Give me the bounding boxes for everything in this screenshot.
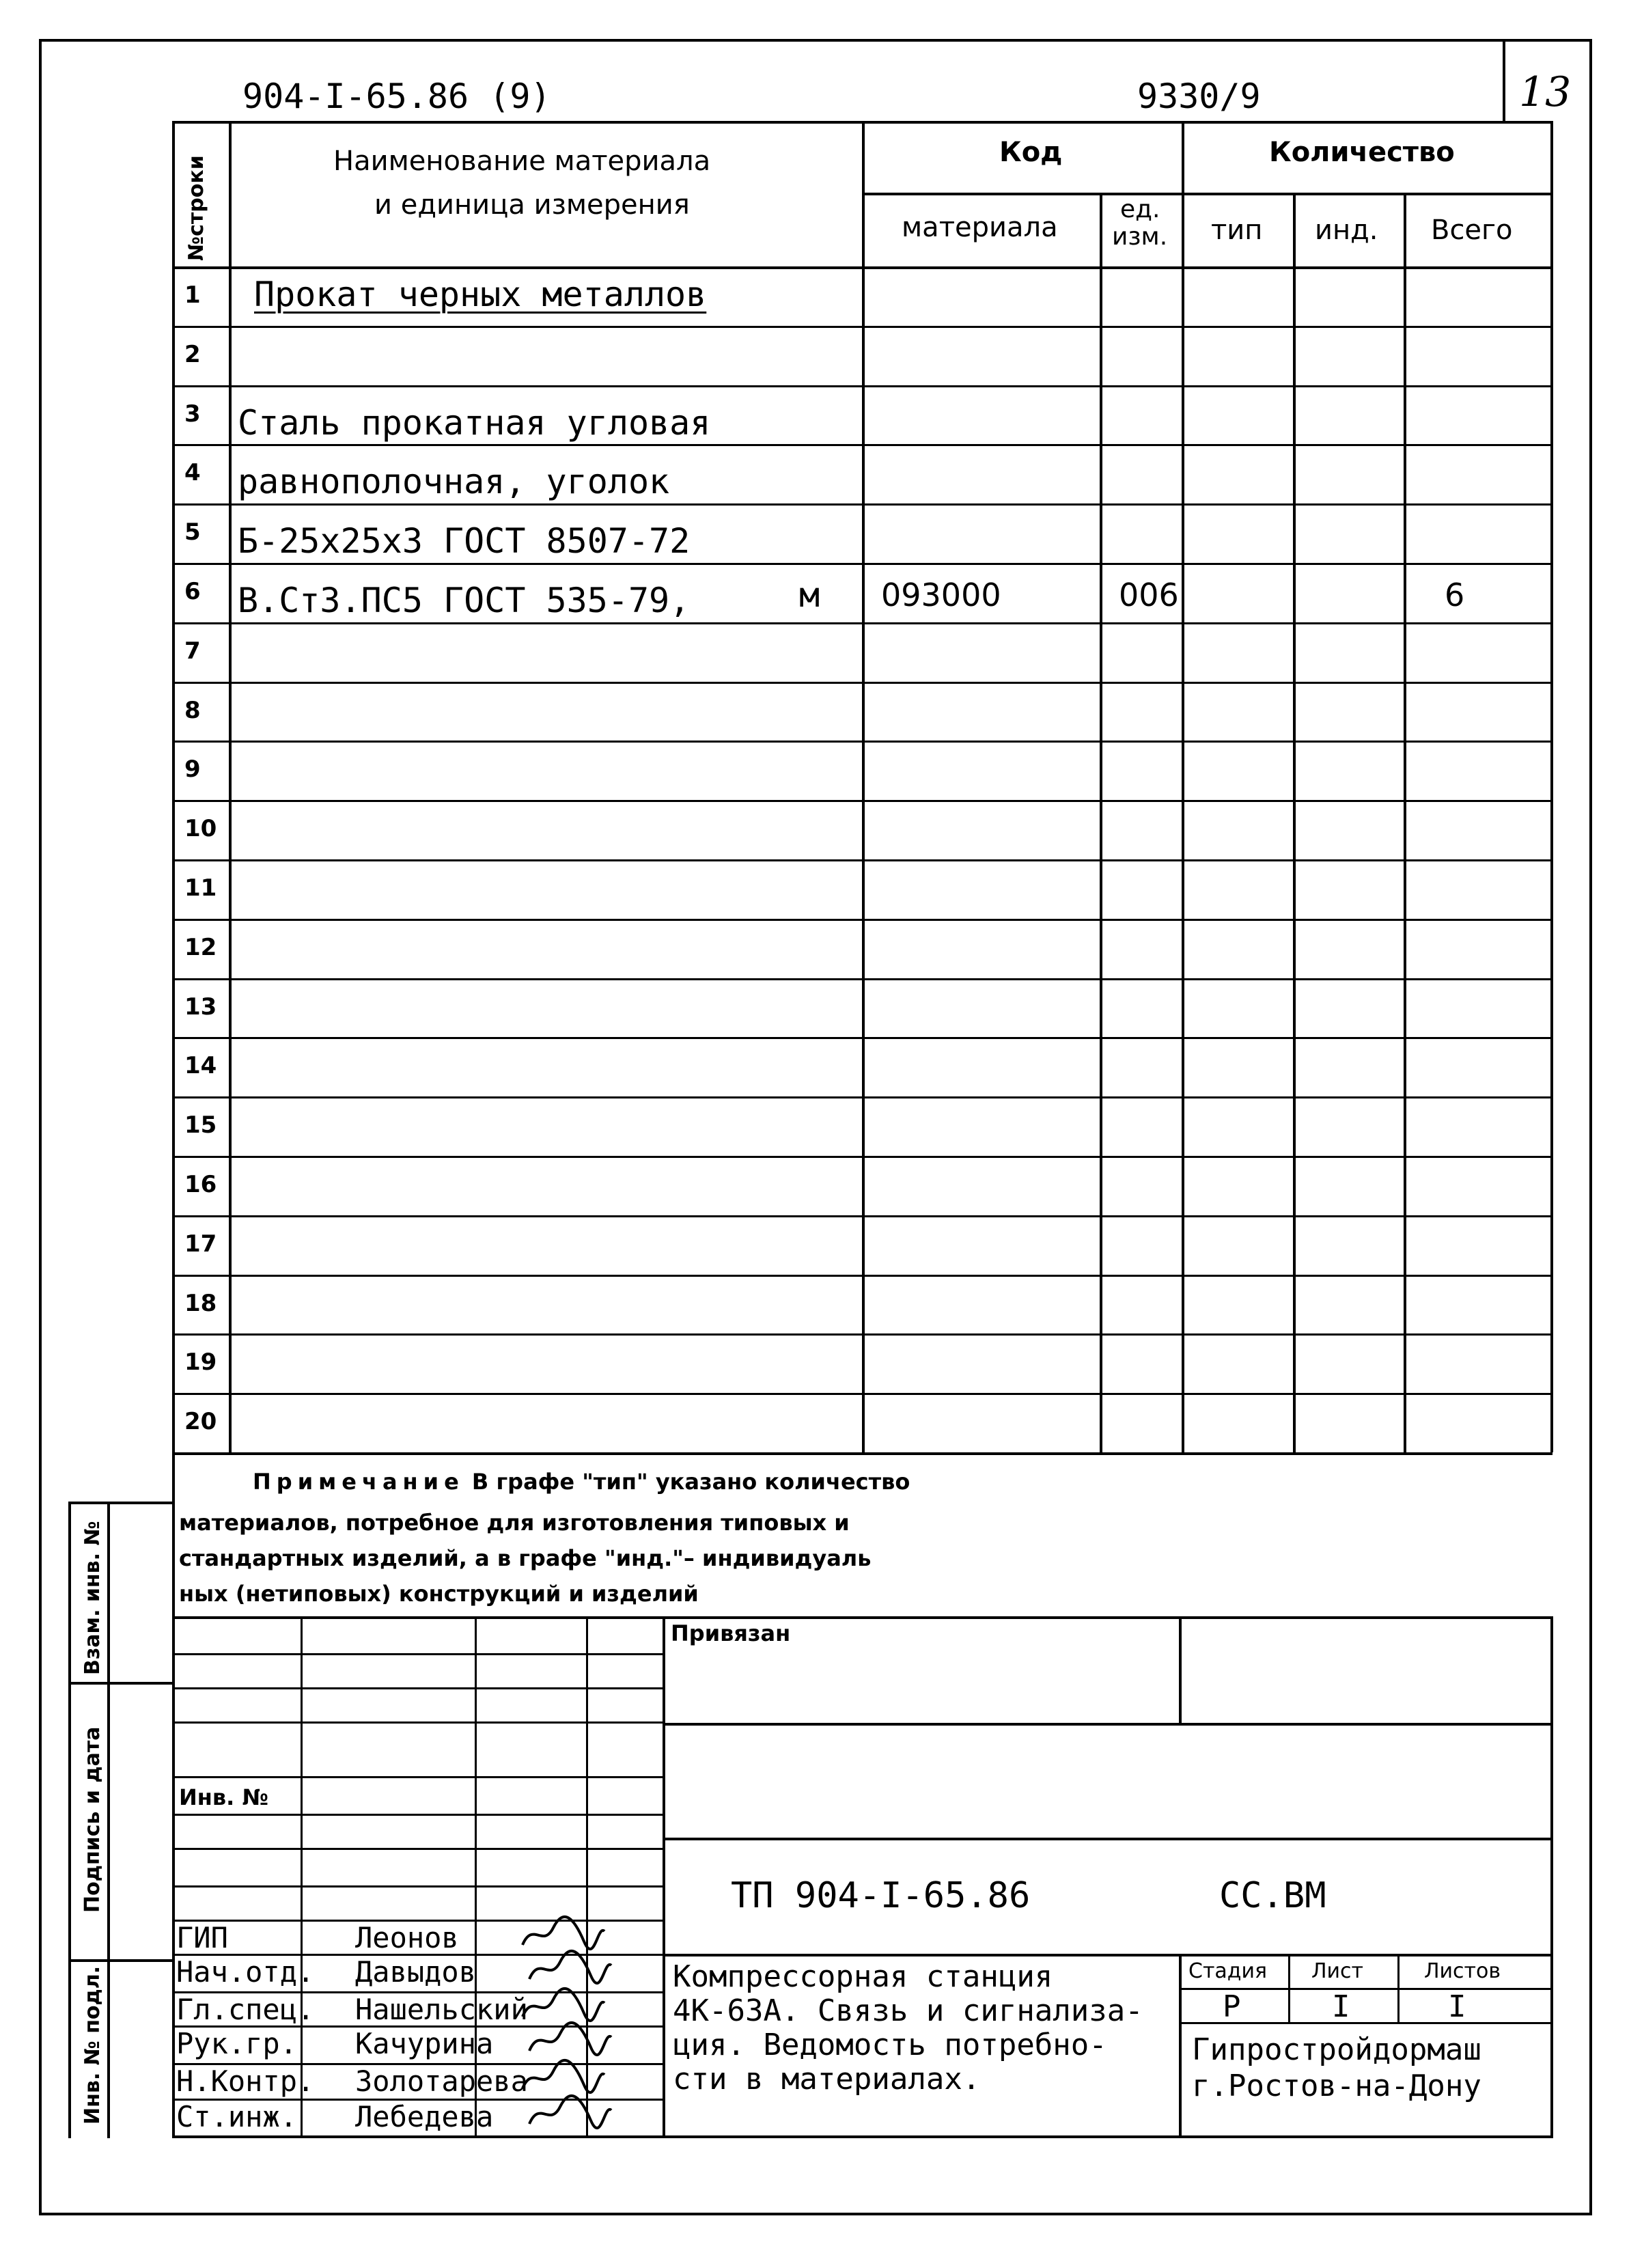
signer-role: Гл.спец. [176, 1993, 315, 2026]
privyazan-label: Привязан [671, 1620, 791, 1646]
sheets-value: I [1448, 1989, 1466, 2024]
row-name: Б-25х25х3 ГОСТ 8507-72 [238, 521, 691, 562]
row-number: 1 [184, 281, 201, 309]
title-line-1: Компрессорная станция [673, 1959, 1053, 1994]
row-name: Сталь прокатная угловая [238, 402, 711, 443]
row-number: 13 [184, 993, 217, 1021]
row-number-header: №строки [184, 155, 208, 261]
row-divider [172, 741, 1553, 743]
album-number: 9330/9 [1137, 77, 1261, 116]
note-line-3: стандартных изделий, а в графе "инд."– индивидуаль [179, 1545, 872, 1571]
row-number: 5 [184, 518, 201, 547]
row-number: 7 [184, 637, 201, 665]
page-number: 13 [1519, 68, 1572, 116]
signer-role: Рук.гр. [176, 2027, 298, 2060]
unit-header: ед. [1120, 195, 1160, 223]
name-header-2: и единица измерения [374, 189, 690, 221]
row-number: 19 [184, 1349, 217, 1377]
signer-name: Лебедева [355, 2100, 494, 2133]
signer-name: Нашельский [355, 1993, 528, 2026]
sheets-label: Листов [1424, 1959, 1501, 1983]
row-number: 12 [184, 933, 217, 961]
row-number: 8 [184, 696, 201, 724]
row-material-code: 093000 [881, 577, 1001, 613]
row-number: 3 [184, 400, 201, 428]
inv-podl-label: Инв. № подл. [81, 1965, 105, 2125]
org-name: Гипростройдормаш [1192, 2032, 1481, 2067]
inv-no-label: Инв. № [179, 1784, 268, 1810]
row-divider [172, 1275, 1553, 1277]
row-divider [172, 503, 1553, 506]
doc-mark: СС.ВМ [1219, 1875, 1326, 1916]
row-divider [172, 385, 1553, 387]
signature-scribble [526, 2093, 615, 2134]
org-city: г.Ростов-на-Дону [1192, 2069, 1481, 2103]
designation: ТП 904-I-65.86 [731, 1875, 1031, 1916]
row-divider [172, 622, 1553, 624]
signer-name: Золотарева [355, 2064, 528, 2098]
row-number: 18 [184, 1289, 217, 1317]
row-divider [172, 978, 1553, 980]
row-number: 9 [184, 756, 201, 784]
signer-role: ГИП [176, 1921, 228, 1954]
signer-name: Леонов [355, 1921, 459, 1954]
row-divider [172, 563, 1553, 565]
row-divider [172, 1037, 1553, 1039]
row-divider [172, 326, 1553, 328]
material-header: материала [902, 212, 1058, 243]
signer-name: Качурина [355, 2027, 494, 2060]
sheet-label: Лист [1311, 1959, 1364, 1983]
row-number: 10 [184, 815, 217, 843]
quantity-header: Количество [1269, 137, 1455, 168]
signer-name: Давыдов [355, 1955, 477, 1989]
row-unit-code: 006 [1119, 577, 1179, 613]
signer-role: Нач.отд. [176, 1955, 315, 1989]
type-header: тип [1211, 215, 1263, 246]
row-divider [172, 919, 1553, 921]
row-divider [172, 800, 1553, 802]
row-number: 15 [184, 1111, 217, 1139]
row-divider [172, 1156, 1553, 1158]
title-line-2: 4К-63А. Связь и сигнализа- [673, 1993, 1143, 2028]
row-number: 14 [184, 1052, 217, 1080]
note-line-1: Примечание В графе "тип" указано количество [253, 1469, 910, 1495]
row-number: 16 [184, 1171, 217, 1198]
row-divider [172, 1096, 1553, 1098]
title-line-4: сти в материалах. [673, 2062, 981, 2097]
row-number: 11 [184, 874, 217, 902]
ind-header: инд. [1315, 215, 1378, 246]
row-total: 6 [1445, 577, 1465, 613]
row-name: Прокат черных металлов [254, 275, 707, 314]
signer-role: Н.Контр. [176, 2064, 315, 2098]
doc-code: 904-I-65.86 (9) [242, 77, 551, 116]
vzam-inv-label: Взам. инв. № [81, 1521, 105, 1675]
sheet-value: I [1332, 1989, 1350, 2024]
unit-header-2: изм. [1112, 223, 1168, 251]
code-header: Код [999, 137, 1063, 168]
row-number: 4 [184, 459, 201, 487]
row-divider [172, 682, 1553, 684]
note-line-4: ных (нетиповых) конструкций и изделий [179, 1581, 699, 1607]
row-divider [172, 444, 1553, 446]
total-header: Всего [1431, 215, 1513, 246]
row-number: 2 [184, 340, 201, 368]
signature-scribble [526, 2020, 615, 2061]
row-divider [172, 1393, 1553, 1395]
stage-value: Р [1223, 1989, 1241, 2024]
row-name: В.Ст3.ПС5 ГОСТ 535-79, [238, 581, 691, 620]
signature-scribble [526, 1948, 615, 1989]
row-divider [172, 1333, 1553, 1336]
podpis-data-label: Подпись и дата [81, 1726, 105, 1913]
row-name: равнополочная, уголок [238, 462, 670, 502]
row-divider [172, 859, 1553, 861]
row-number: 6 [184, 578, 201, 605]
title-line-3: ция. Ведомость потребно- [673, 2028, 1107, 2062]
row-number: 20 [184, 1408, 217, 1436]
name-header: Наименование материала [333, 146, 711, 177]
signature-scribble [519, 2058, 608, 2099]
stage-label: Стадия [1188, 1959, 1268, 1983]
note-line-2: материалов, потребное для изготовления типовых и [179, 1510, 850, 1536]
signer-role: Ст.инж. [176, 2100, 298, 2133]
row-divider [172, 1215, 1553, 1217]
row-unit-label: м [799, 575, 820, 615]
row-number: 17 [184, 1230, 217, 1258]
